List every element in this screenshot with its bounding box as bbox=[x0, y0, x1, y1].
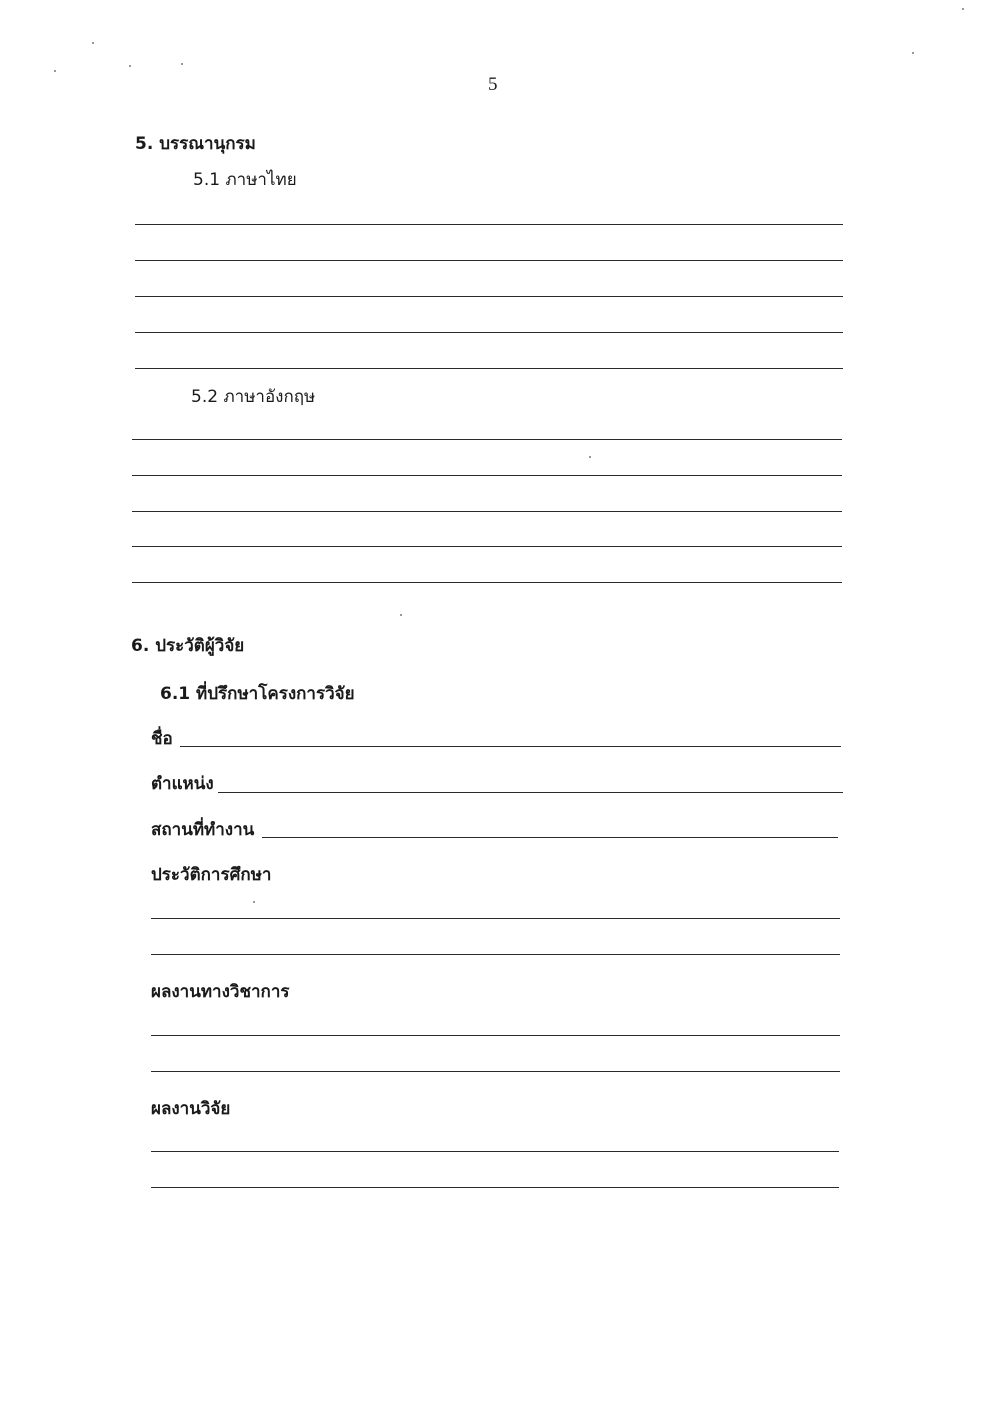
english-bibliography-line-3[interactable] bbox=[132, 511, 842, 512]
section-6-1-title: 6.1 ที่ปรึกษาโครงการวิจัย bbox=[160, 684, 355, 704]
scan-speck bbox=[92, 42, 94, 44]
scan-speck bbox=[400, 614, 402, 616]
scan-speck bbox=[181, 63, 183, 65]
section-6-title: 6. ประวัติผู้วิจัย bbox=[131, 636, 245, 656]
english-bibliography-line-5[interactable] bbox=[132, 582, 842, 583]
thai-bibliography-line-5[interactable] bbox=[135, 368, 843, 369]
thai-bibliography-line-4[interactable] bbox=[135, 332, 843, 333]
english-bibliography-line-1[interactable] bbox=[132, 439, 842, 440]
scan-speck bbox=[253, 901, 255, 903]
research-works-label: ผลงานวิจัย bbox=[151, 1099, 231, 1119]
english-bibliography-line-2[interactable] bbox=[132, 475, 842, 476]
name-label: ชื่อ bbox=[151, 729, 173, 749]
workplace-field-line[interactable] bbox=[262, 837, 838, 838]
name-field-line[interactable] bbox=[180, 746, 841, 747]
academic-works-line-2[interactable] bbox=[151, 1071, 840, 1072]
thai-bibliography-line-1[interactable] bbox=[135, 224, 843, 225]
position-field-line[interactable] bbox=[218, 792, 843, 793]
position-label: ตำแหน่ง bbox=[151, 774, 214, 794]
english-bibliography-line-4[interactable] bbox=[132, 546, 842, 547]
academic-works-line-1[interactable] bbox=[151, 1035, 840, 1036]
thai-bibliography-line-2[interactable] bbox=[135, 260, 843, 261]
education-line-2[interactable] bbox=[151, 954, 840, 955]
academic-works-label: ผลงานทางวิชาการ bbox=[151, 982, 290, 1002]
scan-speck bbox=[54, 70, 56, 72]
scan-speck bbox=[589, 456, 591, 458]
education-line-1[interactable] bbox=[151, 918, 840, 919]
thai-bibliography-line-3[interactable] bbox=[135, 296, 843, 297]
research-works-line-1[interactable] bbox=[151, 1151, 839, 1152]
scan-speck bbox=[129, 65, 131, 67]
section-5-2-title: 5.2 ภาษาอังกฤษ bbox=[191, 387, 316, 407]
research-works-line-2[interactable] bbox=[151, 1187, 839, 1188]
section-5-title: 5. บรรณานุกรม bbox=[135, 134, 256, 154]
scan-speck bbox=[962, 8, 964, 10]
section-5-1-title: 5.1 ภาษาไทย bbox=[193, 170, 297, 190]
scan-speck bbox=[912, 52, 914, 54]
page-number: 5 bbox=[488, 74, 498, 95]
workplace-label: สถานที่ทำงาน bbox=[151, 820, 255, 840]
education-label: ประวัติการศึกษา bbox=[151, 865, 272, 885]
